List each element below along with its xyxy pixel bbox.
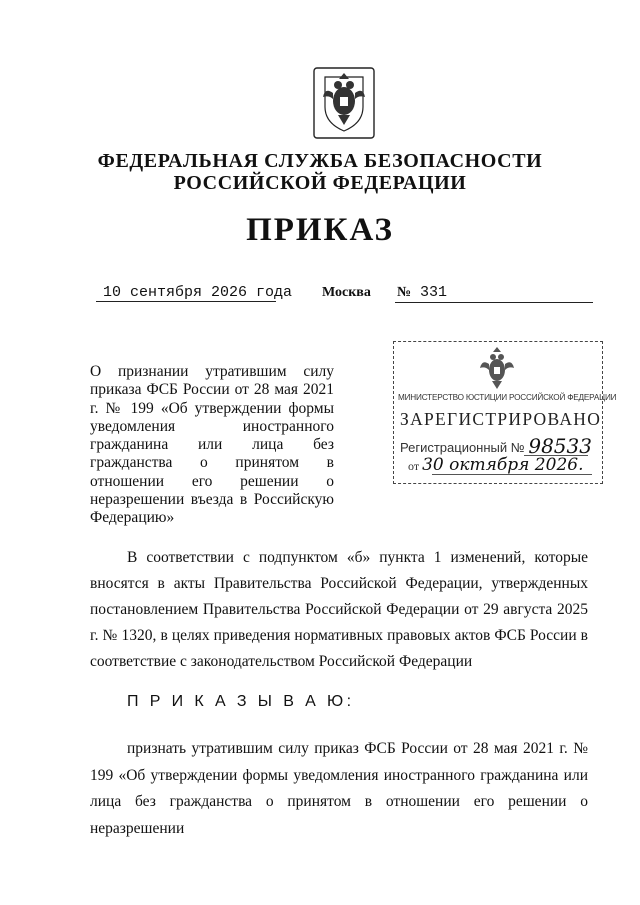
date-underline — [96, 301, 276, 302]
stamp-from-label: от — [408, 459, 420, 473]
registration-stamp — [393, 341, 617, 484]
order-city: Москва — [322, 285, 371, 300]
order-directive-word: П Р И К А З Ы В А Ю: — [127, 693, 355, 710]
stamp-emblem-icon — [476, 346, 518, 390]
stamp-registration-date — [408, 455, 583, 475]
coat-of-arms-emblem — [313, 67, 375, 139]
stamp-registration-number — [400, 433, 592, 457]
order-subject: О признании утратившим силу приказа ФСБ России от 28 мая 2021 г. № 199 «Об утверждении формы уведомления иностранного гражданина или лица без гражданства о принятом в отношении его решении о неразрешении въезда в Российскую Федерацию» — [90, 363, 334, 527]
number-underline — [395, 302, 593, 303]
preamble-paragraph: В соответствии с подпунктом «б» пункта 1 изменений, которые вносятся в акты Правительства Российской Федерации, утвержденных постановлением Правительства Российской Федерации от 29 августа 2025 г. № 1320, в целях приведения нормативных правовых актов ФСБ России в соответствие с законодательством Российской Федерации — [90, 549, 588, 670]
order-date: 10 сентября 2026 года — [103, 284, 293, 301]
stamp-date-underline — [432, 474, 592, 475]
organization-name: ФЕДЕРАЛЬНАЯ СЛУЖБА БЕЗОПАСНОСТИ — [97, 150, 543, 172]
stamp-reg-label: Регистрационный № — [400, 440, 525, 455]
stamp-ministry-name: МИНИСТЕРСТВО ЮСТИЦИИ РОССИЙСКОЙ ФЕДЕРАЦИИ — [398, 393, 617, 402]
stamp-date-value: 30 октября 2026. — [422, 455, 584, 475]
stamp-reg-number: 98533 — [528, 434, 592, 458]
order-number: 331 — [420, 284, 448, 301]
organization-name-line2: РОССИЙСКОЙ ФЕДЕРАЦИИ — [173, 172, 467, 194]
document-type-title: ПРИКАЗ — [246, 212, 394, 248]
stamp-registered-label: ЗАРЕГИСТРИРОВАНО — [400, 409, 602, 429]
number-sign: № — [397, 285, 412, 300]
order-clause-paragraph: признать утратившим силу приказ ФСБ России от 28 мая 2021 г. № 199 «Об утверждении формы уведомления иностранного гражданина или лица без гражданства о принятом в отношении его решении о неразрешении — [90, 740, 588, 837]
